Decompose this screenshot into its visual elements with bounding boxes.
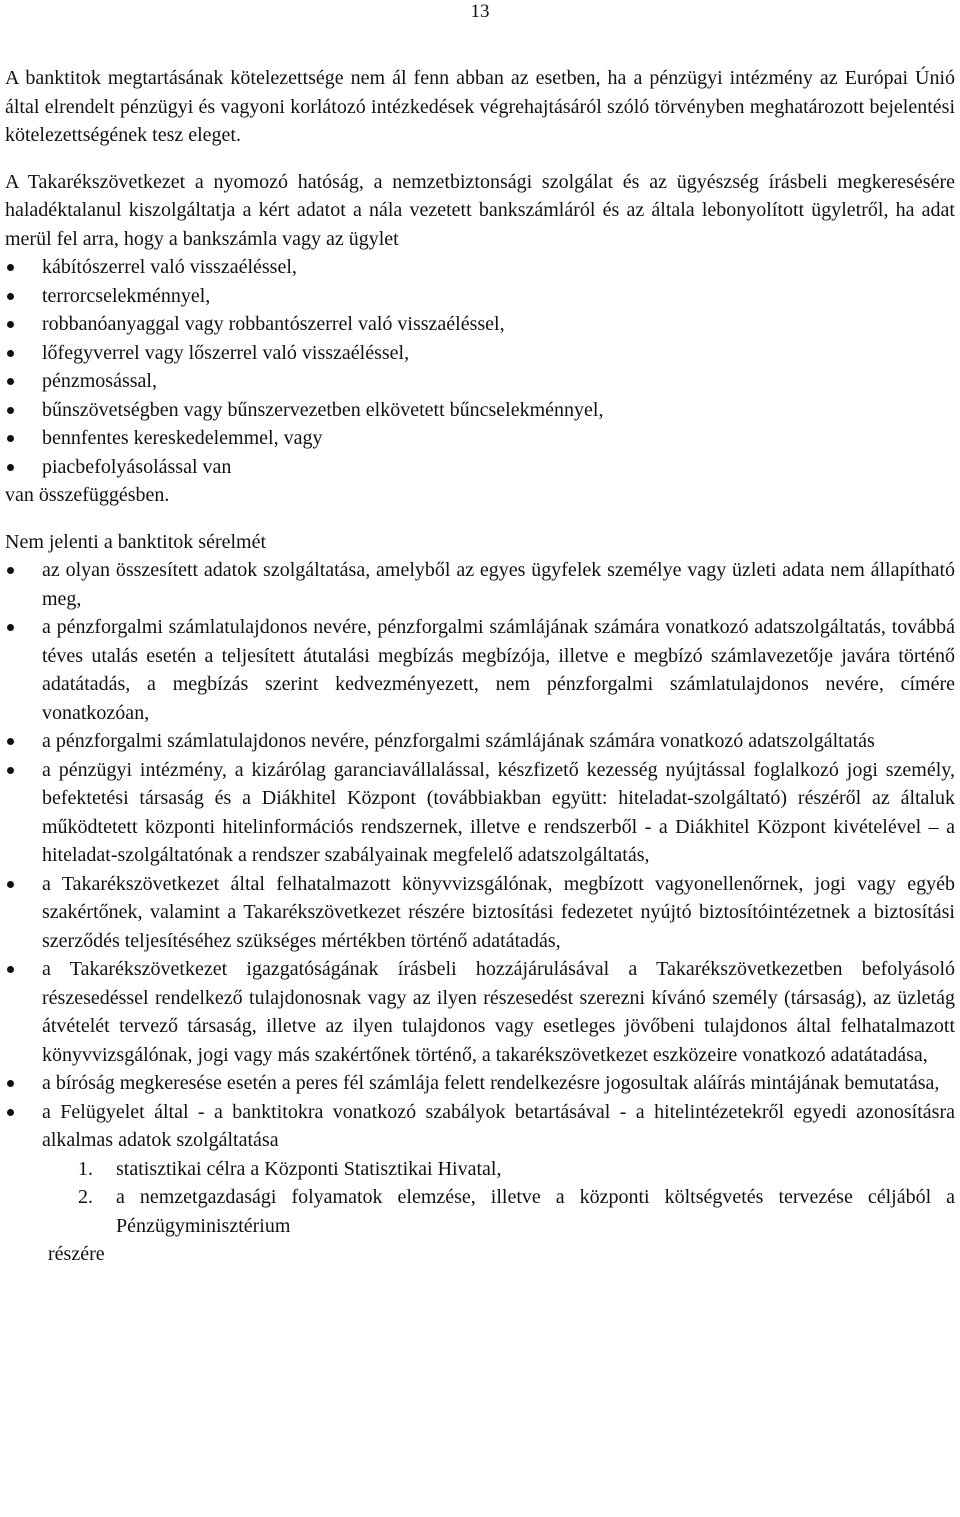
- list-item: kábítószerrel való visszaéléssel,: [5, 253, 955, 282]
- item-text: a nemzetgazdasági folyamatok elemzése, illetve a központi költségvetés tervezése céljából a Pénzügyminisztérium: [116, 1186, 955, 1237]
- item-text: statisztikai célra a Központi Statisztikai Hivatal,: [116, 1157, 502, 1180]
- closing-word: részére: [48, 1243, 105, 1265]
- item-number: 2.: [78, 1186, 93, 1208]
- list-item: a pénzforgalmi számlatulajdonos nevére, pénzforgalmi számlájának számára vonatkozó adatszolgáltatás: [5, 727, 955, 756]
- list-item: lőfegyverrel vagy lőszerrel való visszaéléssel,: [5, 339, 955, 368]
- numbered-item: [5, 1155, 955, 1184]
- exception-list: [5, 556, 955, 1155]
- list-item: a Takarékszövetkezet igazgatóságának írásbeli hozzájárulásával a Takarékszövetkezetben befolyásoló részesedéssel rendelkező tulajdonosnak vagy az ilyen részesedést szerezni kívánó személy (társaság), az üzletág átvételét tervező társaság, illetve az ilyen tulajdonos vagy esetleges jövőbeni tulajdonos által felhatalmazott könyvvizsgálónak, jogi vagy más szakértőnek történő, a takarékszövetkezet eszközeire vonatkozó adatátadása,: [5, 955, 955, 1069]
- page-number: 13: [470, 1, 490, 22]
- list-item: robbanóanyaggal vagy robbantószerrel való visszaéléssel,: [5, 310, 955, 339]
- list-item: a pénzforgalmi számlatulajdonos nevére, pénzforgalmi számlájának számára vonatkozó adatszolgáltatás, továbbá téves utalás esetén a teljesített átutalási megbízás megbízója, illetve e megbízó számlavezetője javára történő adatátadás, a megbízás szerint kedvezményezett, nem pénzforgalmi számlatulajdonos nevére, címére vonatkozóan,: [5, 613, 955, 727]
- list-item: terrorcselekménnyel,: [5, 282, 955, 311]
- list-item: piacbefolyásolással van: [5, 453, 955, 482]
- list-item: a Takarékszövetkezet által felhatalmazott könyvvizsgálónak, megbízott vagyonellenőrnek, jogi vagy egyéb szakértőnek, valamint a Takarékszövetkezet részére biztosítási fedezetet nyújtó biztosítóintézetnek a biztosítási szerződés teljesítéséhez szükséges mértékben történő adatátadás,: [5, 870, 955, 956]
- list-item: a bíróság megkeresése esetén a peres fél számlája felett rendelkezésre jogosultak aláírás mintájának bemutatása,: [5, 1069, 955, 1098]
- list-item: pénzmosással,: [5, 367, 955, 396]
- list-item: a pénzügyi intézmény, a kizárólag garanciavállalással, készfizető kezesség nyújtással foglalkozó jogi személy, befektetési társaság és a Diákhitel Központ (továbbiakban együtt: hiteladat-szolgáltató) részéről az általuk működtetett központi hitelinformációs rendszernek, illetve e rendszerből - a Diákhitel Központ kivételével – a hiteladat-szolgáltatónak a rendszer szabályainak megfelelő adatszolgáltatás,: [5, 756, 955, 870]
- offence-list: [5, 253, 955, 481]
- paragraph-2: A Takarékszövetkezet a nyomozó hatóság, a nemzetbiztonsági szolgálat és az ügyészség írásbeli megkeresésére haladéktalanul kiszolgáltatja a kért adatot a nála vezetett bankszámláról és az általa lebonyolított ügyletről, ha adat merül fel arra, hogy a bankszámla vagy az ügylet: [5, 170, 955, 250]
- list-item: bűnszövetségben vagy bűnszervezetben elkövetett bűncselekménnyel,: [5, 396, 955, 425]
- numbered-item: [5, 1183, 955, 1240]
- list-item: bennfentes kereskedelemmel, vagy: [5, 424, 955, 453]
- paragraph-2-end: van összefüggésben.: [5, 484, 170, 506]
- recipient-list: [5, 1155, 955, 1241]
- item-number: 1.: [78, 1157, 93, 1180]
- document-body: [5, 64, 955, 1269]
- list-item: az olyan összesített adatok szolgáltatása, amelyből az egyes ügyfelek személye vagy üzleti adata nem állapítható meg,: [5, 556, 955, 613]
- paragraph-3: Nem jelenti a banktitok sérelmét: [5, 530, 267, 553]
- paragraph-1: A banktitok megtartásának kötelezettsége nem ál fenn abban az esetben, ha a pénzügyi intézmény az Európai Únió által elrendelt pénzügyi és vagyoni korlátozó intézkedések végrehajtásáról szóló törvényben meghatározott bejelentési kötelezettségének tesz eleget.: [5, 67, 955, 146]
- list-item: a Felügyelet által - a banktitokra vonatkozó szabályok betartásával - a hitelintézetekről egyedi azonosításra alkalmas adatok szolgáltatása: [5, 1098, 955, 1155]
